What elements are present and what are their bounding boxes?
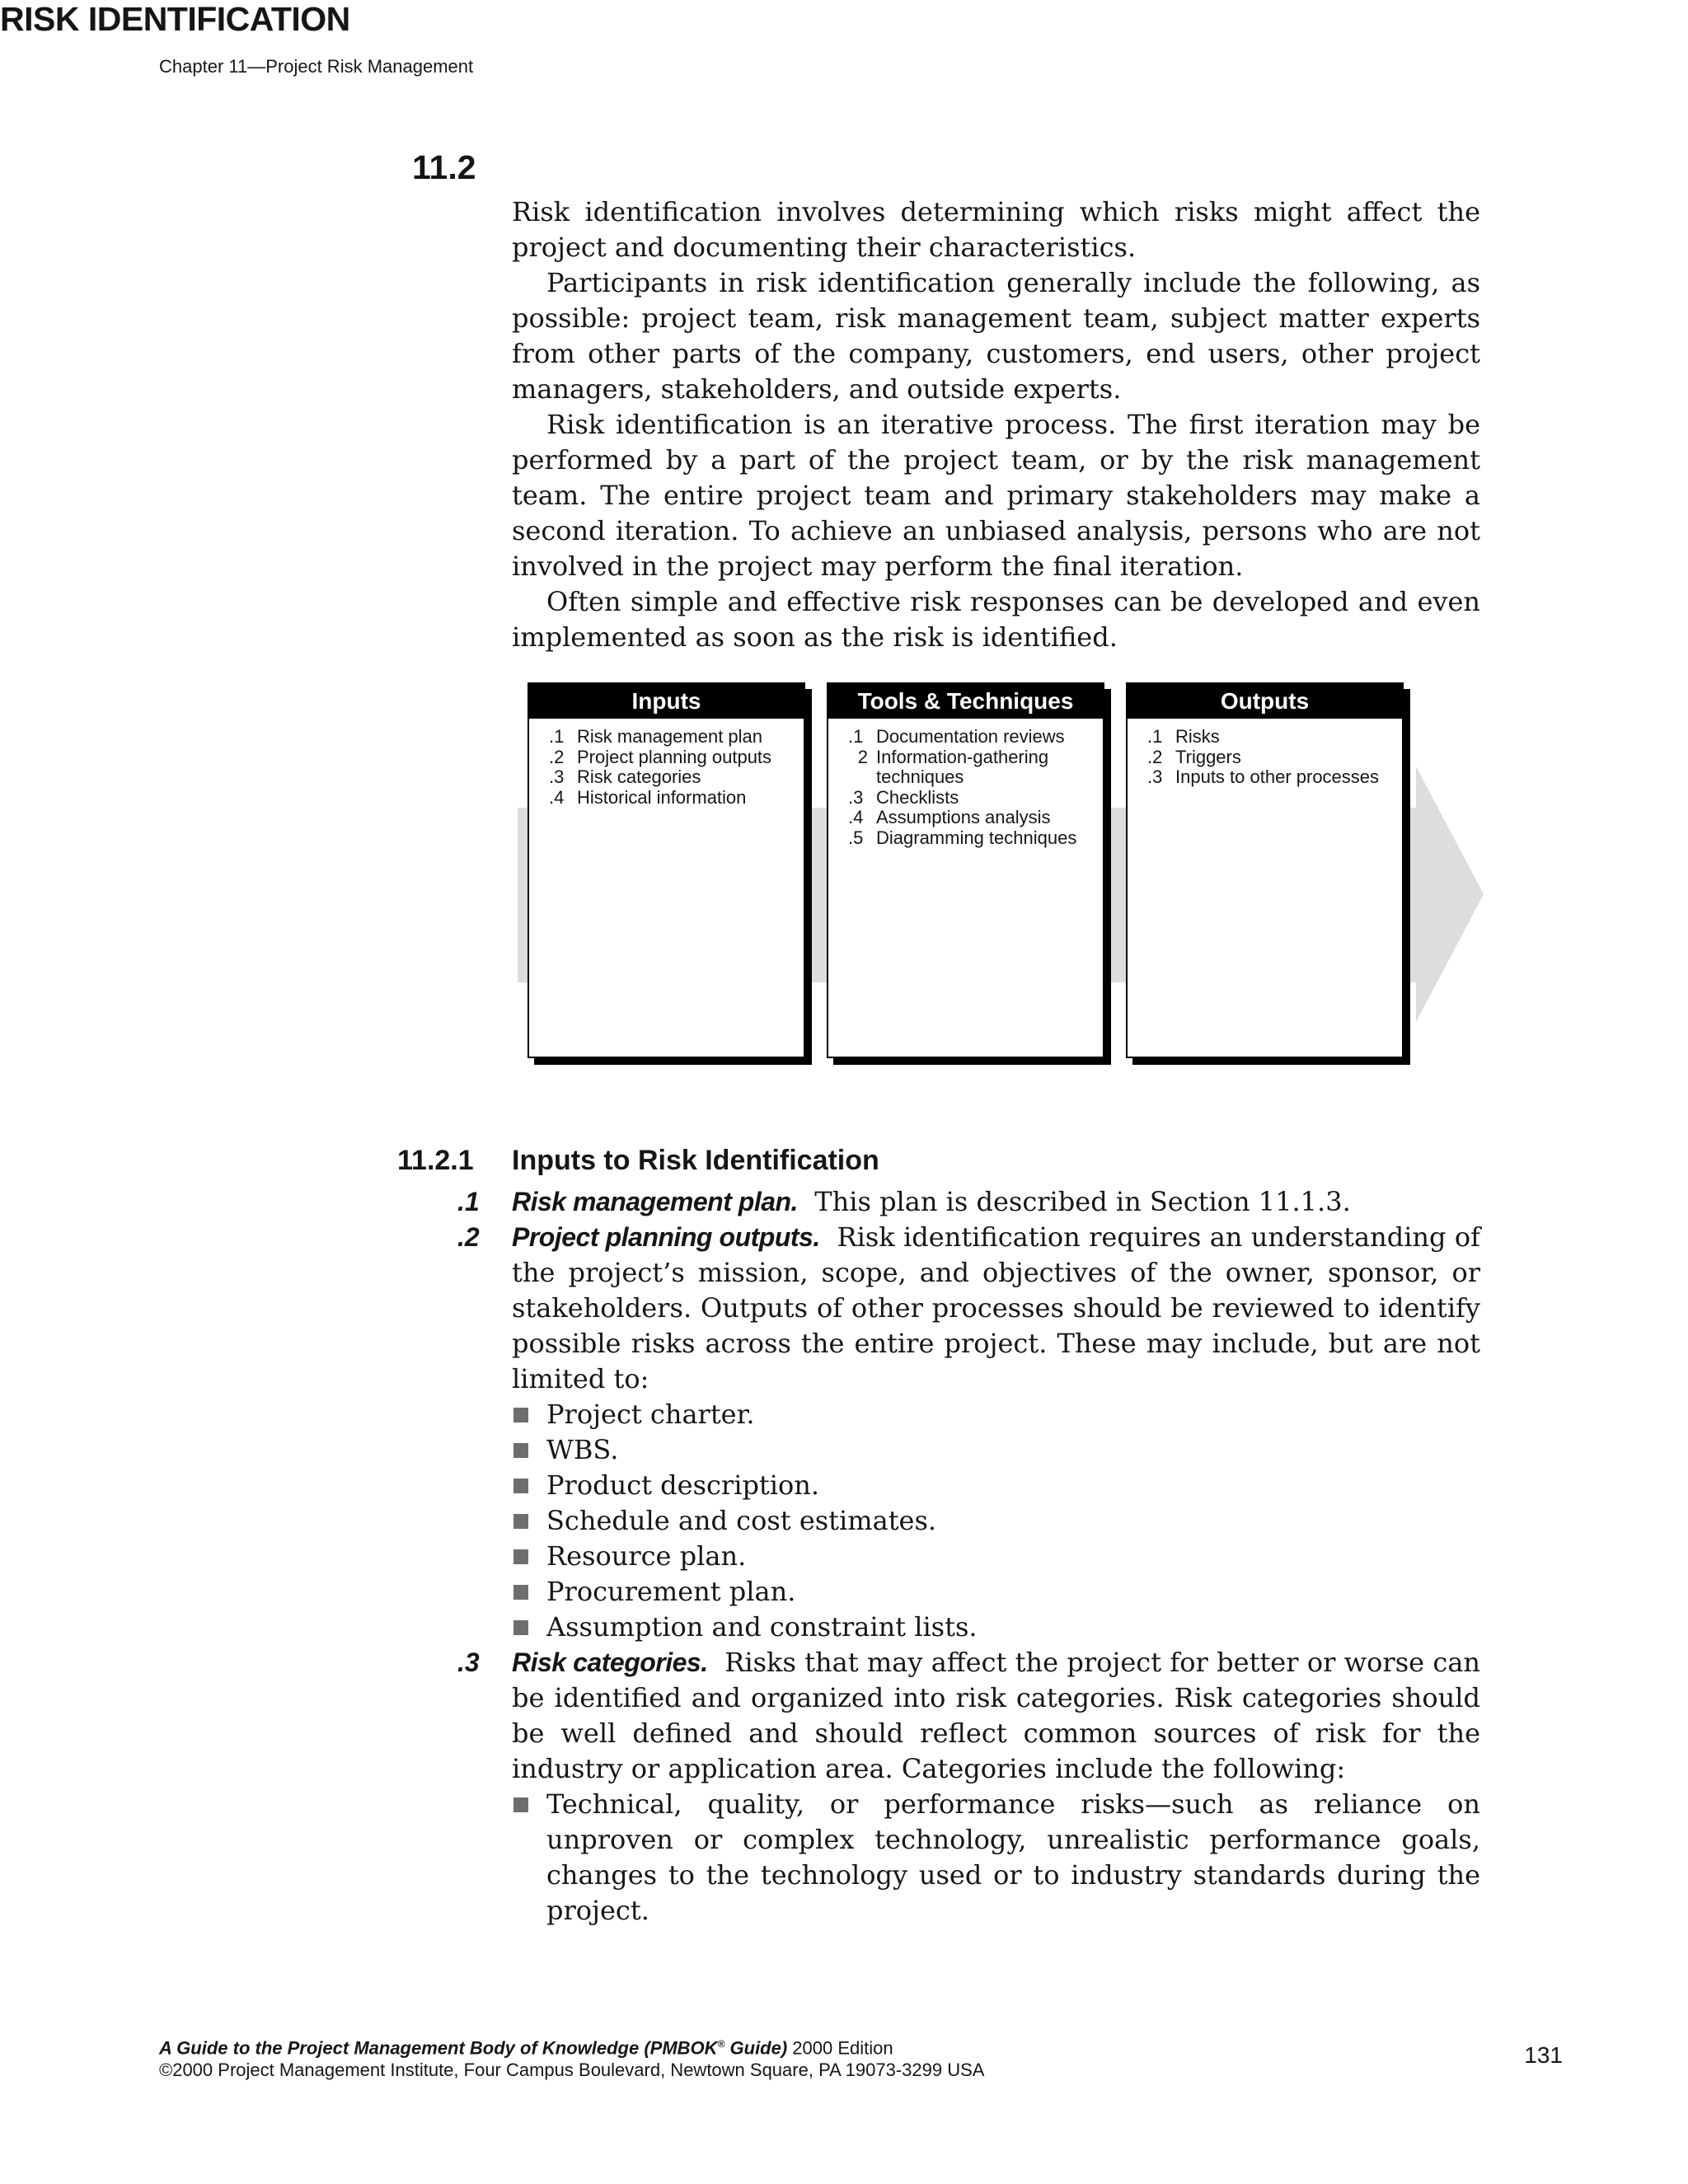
section-body <box>512 194 1480 655</box>
list-item: Product description. <box>512 1468 1480 1503</box>
page-number: 131 <box>1524 2042 1563 2068</box>
list-item: .4 Historical information <box>549 786 747 808</box>
item-number: .3 <box>457 1647 480 1677</box>
flow-arrow-icon <box>1416 766 1484 1022</box>
bullet-list <box>512 1787 1480 1929</box>
bullet-square-icon <box>513 1585 528 1600</box>
connector-band <box>518 808 528 982</box>
list-item: .3 Risk categories <box>549 766 701 787</box>
list-item: .3 Inputs to other processes <box>1147 766 1380 787</box>
list-item: .2 Project planning outputs <box>549 746 772 767</box>
bullet-square-icon <box>513 1479 528 1493</box>
item-text: This plan is described in Section 11.1.3. <box>814 1186 1351 1217</box>
list-item: .1 Documentation reviews <box>848 726 1065 747</box>
outputs-box <box>1126 682 1404 1058</box>
list-item: Schedule and cost estimates. <box>512 1503 1480 1539</box>
section-number: 11.2 <box>412 148 476 186</box>
list-item: Procurement plan. <box>512 1574 1480 1610</box>
item-text: Risks that may affect the project for better or worse can be identified and organized into risk categories. Risk categories should be well defined and should reflect common sources of risk for the industry or application area. Categories include the following: <box>512 1647 1481 1784</box>
item-number: .2 <box>457 1222 480 1252</box>
item-label: Project planning outputs. <box>512 1222 820 1252</box>
footer-copyright: ©2000 Project Management Institute, Four Campus Boulevard, Newtown Square, PA 19073-3299 USA <box>159 2060 985 2081</box>
list-item: .2 Triggers <box>1147 746 1241 767</box>
input-item <box>457 1220 1481 1645</box>
tools-list <box>828 727 1103 848</box>
list-item: .1 Risk management plan <box>549 726 763 747</box>
list-item: techniques <box>876 766 964 787</box>
paragraph: Participants in risk identification generally include the following, as possible: project team, risk management team, subject matter experts from other parts of the company, customers, end users, other project managers, stakeholders, and outside experts. <box>512 267 1480 405</box>
subsection-body <box>457 1184 1481 1929</box>
paragraph: Risk identification is an iterative process. The first iteration may be performed by a part of the project team, or by the risk management team. The entire project team and primary stakeholders may make a second iteration. To achieve an unbiased analysis, persons who are not involved in the project may perform the final iteration. <box>512 409 1480 582</box>
item-label: Risk management plan. <box>512 1187 798 1216</box>
section-title: RISK IDENTIFICATION <box>0 0 350 38</box>
bullet-square-icon <box>513 1443 528 1458</box>
list-item: Resource plan. <box>512 1539 1480 1574</box>
process-diagram <box>511 676 1484 1071</box>
bullet-square-icon <box>513 1514 528 1529</box>
list-item: Project charter. <box>512 1397 1480 1432</box>
page-footer <box>159 2033 984 2081</box>
tools-title: Tools & Techniques <box>828 684 1103 719</box>
bullet-square-icon <box>513 1549 528 1564</box>
footer-title-line: A Guide to the Project Management Body of Knowledge (PMBOK® Guide) 2000 Edition <box>159 2037 893 2059</box>
list-item: .3 Checklists <box>848 786 959 808</box>
subsection-title: Inputs to Risk Identification <box>512 1145 879 1176</box>
list-item: Assumption and constraint lists. <box>512 1610 1480 1645</box>
item-number: .1 <box>457 1187 480 1216</box>
inputs-list <box>529 727 804 808</box>
subsection-number: 11.2.1 <box>397 1145 474 1176</box>
bullet-square-icon <box>513 1620 528 1635</box>
bullet-square-icon <box>513 1408 528 1422</box>
list-item: .1 Risks <box>1147 726 1220 747</box>
inputs-box <box>528 682 805 1058</box>
outputs-list <box>1128 727 1402 788</box>
input-item <box>457 1184 1480 1220</box>
list-item: .4 Assumptions analysis <box>848 807 1051 827</box>
item-label: Risk categories. <box>512 1647 708 1677</box>
item-text: Risk identification requires an understanding of the project’s mission, scope, and objectives of the owner, sponsor, or stakeholders. Outputs of other processes should be reviewed to identify possible risks across the entire project. These may include, but are not limited to: <box>512 1221 1481 1394</box>
list-item: .5 Diagramming techniques <box>848 827 1077 848</box>
inputs-title: Inputs <box>529 684 804 719</box>
list-item: WBS. <box>512 1432 1480 1468</box>
paragraph: Risk identification involves determining which risks might affect the project and documenting their characteristics. <box>512 196 1480 263</box>
outputs-title: Outputs <box>1128 684 1402 719</box>
tools-box <box>827 682 1104 1058</box>
input-item <box>457 1645 1481 1929</box>
running-head: Chapter 11—Project Risk Management <box>159 56 474 77</box>
paragraph: Often simple and effective risk responses can be developed and even implemented as soon as the risk is identified. <box>512 586 1480 653</box>
list-item: 2 Information-gathering <box>857 746 1049 767</box>
bullet-list <box>512 1397 1480 1645</box>
list-item: Technical, quality, or performance risks—such as reliance on unproven or complex technology, unrealistic performance goals, changes to the technology used or to industry standards during the project. <box>512 1787 1480 1929</box>
bullet-square-icon <box>513 1797 528 1812</box>
